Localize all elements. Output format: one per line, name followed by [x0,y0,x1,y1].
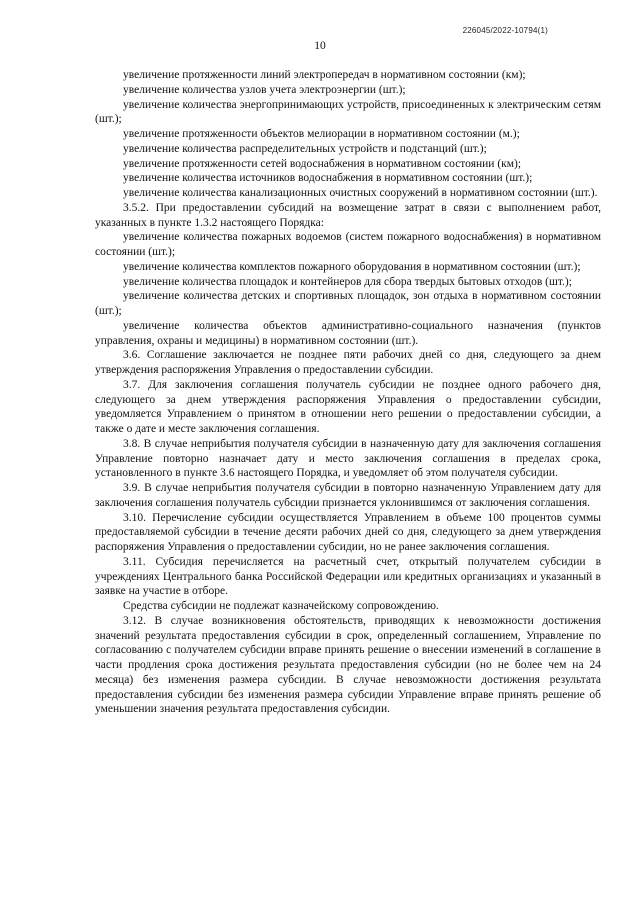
paragraph: увеличение количества узлов учета электроэнергии (шт.); [123,83,406,96]
paragraph: увеличение количества канализационных очистных сооружений в нормативном состоянии (шт.). [123,187,598,199]
paragraph: Средства субсидии не подлежат казначейскому сопровождению. [123,600,439,612]
paragraph: увеличение количества источников водоснабжения в нормативном состоянии (шт.); [123,172,533,185]
paragraph-section-3-9: 3.9. В случае неприбытия получателя субсидии в повторно назначенную Управлением дату для заключения соглашения получатель субсидии признается уклонившимся от заключения соглашения. [95,482,601,509]
paragraph: увеличение количества пожарных водоемов (систем пожарного водоснабжения) в нормативном состоянии (шт.); [95,231,601,258]
paragraph: увеличение протяженности объектов мелиорации в нормативном состоянии (м.); [123,128,520,140]
document-body [95,68,601,717]
paragraph-section-3-11: 3.11. Субсидия перечисляется на расчетный счет, открытый получателем субсидии в учреждениях Центрального банка Российской Федерации или кредитных организациях и указанный в заявке на участие в отборе. [95,555,601,598]
paragraph-section-3-7: 3.7. Для заключения соглашения получатель субсидии не позднее одного рабочего дня, следующего за днем утверждения распоряжения Управления о предоставлении субсидии, уведомляется Управлением о принятом в отношении него решении о предоставлении субсидии, а также о дате и месте заключения соглашения. [95,378,601,435]
paragraph: увеличение протяженности сетей водоснабжения в нормативном состоянии (км); [123,157,522,170]
page-number: 10 [314,40,326,52]
paragraph-section-3-5-2: 3.5.2. При предоставлении субсидий на возмещение затрат в связи с выполнением работ, указанных в пункте 1.3.2 настоящего Порядка: [95,201,601,229]
paragraph-section-3-8: 3.8. В случае неприбытия получателя субсидии в назначенную дату для заключения соглашения Управление повторно назначает дату и место заключения соглашения в пределах срока, установленного в пункте 3.6 настоящего Порядка, и уведомляет об этом получателя субсидии. [95,437,601,480]
paragraph-section-3-12: 3.12. В случае возникновения обстоятельств, приводящих к невозможности достижения значений результата предоставления субсидии в срок, определенный соглашением, Управление по согласованию с получателем субсидии вправе принять решение о внесении изменений в соглашение в части продления срока достижения результата предоставления субсидии (но не более чем на 24 месяца) без изменения размера субсидии. В случае невозможности достижения результата предоставления субсидии без изменения размера субсидии Управление вправе принять решение об уменьшении значения результата предоставления субсидии. [95,614,601,716]
paragraph: увеличение количества объектов административно-социального назначения (пунктов управления, охраны и медицины) в нормативном состоянии (шт.). [95,319,601,347]
paragraph: увеличение количества распределительных устройств и подстанций (шт.); [123,142,487,155]
paragraph: увеличение количества энергопринимающих устройств, присоединенных к электрическим сетям (шт.); [95,98,601,126]
paragraph: увеличение количества комплектов пожарного оборудования в нормативном состоянии (шт.); [123,260,581,273]
paragraph-section-3-10: 3.10. Перечисление субсидии осуществляется Управлением в объеме 100 процентов суммы предоставляемой субсидии в течение десяти рабочих дней со дня, следующего за днем утверждения распоряжения Управления о предоставлении субсидии, но не ранее заключения соглашения. [95,511,601,553]
paragraph: увеличение протяженности линий электропередач в нормативном состоянии (км); [123,69,526,81]
paragraph: увеличение количества детских и спортивных площадок, зон отдыха в нормативном состоянии (шт.); [95,290,601,317]
paragraph-section-3-6: 3.6. Соглашение заключается не позднее пяти рабочих дней со дня, следующего за днем утверждения распоряжения Управления о предоставлении субсидии. [95,349,601,376]
document-id: 226045/2022-10794(1) [462,26,548,35]
paragraph: увеличение количества площадок и контейнеров для сбора твердых бытовых отходов (шт.); [123,275,572,288]
